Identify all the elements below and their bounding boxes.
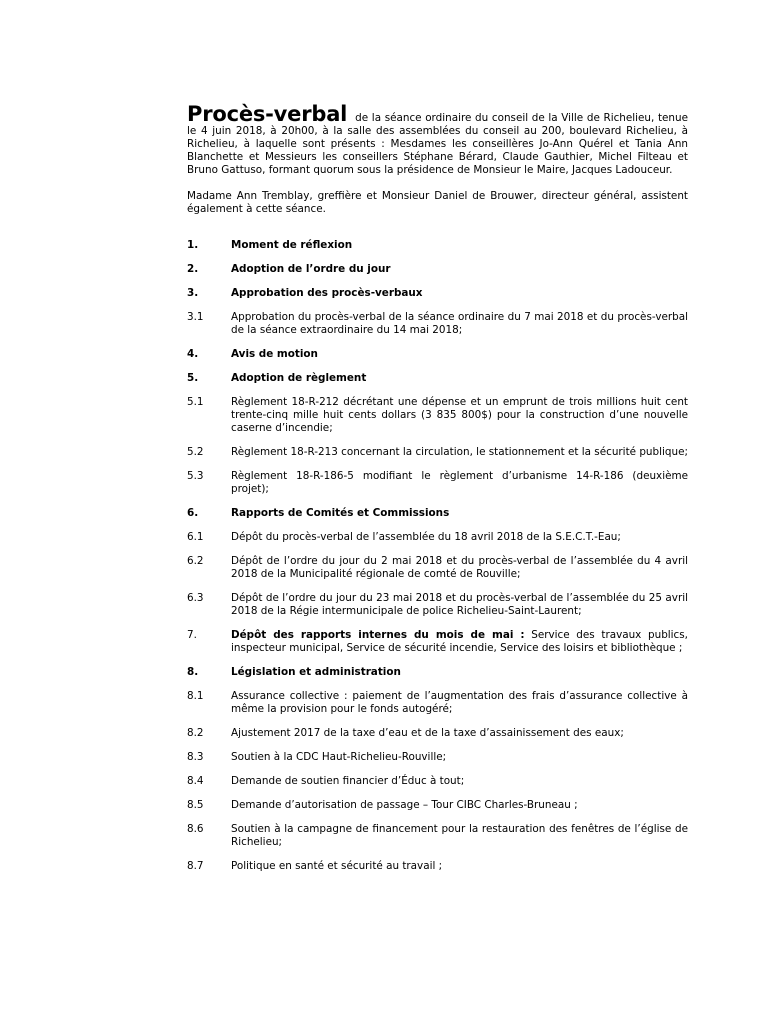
agenda-item (187, 507, 688, 520)
agenda-item (187, 263, 688, 276)
agenda-item-number: 2. (187, 263, 199, 275)
agenda-item-text: Dépôt de l’ordre du jour du 23 mai 2018 et du procès-verbal de l’assemblée du 25 avril 2018 de la Régie intermunicipale de police Richelieu-Saint-Laurent; (231, 592, 688, 617)
agenda-item (187, 727, 688, 740)
agenda-item (187, 799, 688, 812)
agenda-item-number: 4. (187, 348, 199, 360)
agenda-item-text: Dépôt de l’ordre du jour du 2 mai 2018 et du procès-verbal de l’assemblée du 4 avril 2018 de la Municipalité régionale de comté de Rouville; (231, 555, 688, 580)
agenda-item-text: Règlement 18-R-212 décrétant une dépense et un emprunt de trois millions huit cent trente-cinq mille huit cents dollars (3 835 800$) pour la construction d’une nouvelle caserne d’incendie; (231, 396, 688, 434)
agenda-item-text: Approbation du procès-verbal de la séance ordinaire du 7 mai 2018 et du procès-verbal de la séance extraordinaire du 14 mai 2018; (231, 311, 688, 336)
agenda-item-number: 8.1 (187, 690, 204, 702)
agenda-item (187, 823, 688, 849)
agenda-item-text: Ajustement 2017 de la taxe d’eau et de la taxe d’assainissement des eaux; (231, 727, 624, 739)
agenda-item (187, 592, 688, 618)
agenda-item (187, 396, 688, 435)
agenda-item-number: 8.4 (187, 775, 204, 787)
agenda-item-number: 8.7 (187, 860, 204, 872)
agenda-item-text: Dépôt du procès-verbal de l’assemblée du 18 avril 2018 de la S.E.C.T.-Eau; (231, 531, 621, 543)
agenda-item (187, 629, 688, 655)
agenda-item-number: 3. (187, 287, 199, 299)
agenda-item-text: Moment de réflexion (231, 239, 353, 251)
agenda-item-number: 3.1 (187, 311, 204, 323)
agenda-item-number: 8. (187, 666, 199, 678)
agenda-item-number: 7. (187, 629, 197, 641)
document-body (187, 103, 688, 884)
agenda-item-text: Approbation des procès-verbaux (231, 287, 423, 299)
document-title: Procès-verbal (187, 102, 348, 126)
agenda-item-number: 6.3 (187, 592, 204, 604)
agenda-item (187, 775, 688, 788)
agenda-item-text: Soutien à la CDC Haut-Richelieu-Rouville; (231, 751, 447, 763)
agenda-item-number: 6.2 (187, 555, 204, 567)
agenda-item-text: Avis de motion (231, 348, 318, 360)
attendance-paragraph: Madame Ann Tremblay, greffière et Monsieur Daniel de Brouwer, directeur général, assistent également à cette séance. (187, 190, 688, 215)
agenda-item-number: 1. (187, 239, 199, 251)
agenda-item (187, 690, 688, 716)
agenda-item (187, 287, 688, 300)
agenda-item-text: Soutien à la campagne de financement pour la restauration des fenêtres de l’église de Richelieu; (231, 823, 688, 848)
agenda-item-number: 5.3 (187, 470, 204, 482)
agenda-list (187, 239, 688, 873)
agenda-item-text: Assurance collective : paiement de l’augmentation des frais d’assurance collective à même la provision pour le fonds autogéré; (231, 690, 688, 715)
agenda-item-text: Règlement 18-R-186-5 modifiant le règlement d’urbanisme 14-R-186 (deuxième projet); (231, 470, 688, 495)
agenda-item (187, 372, 688, 385)
agenda-item (187, 311, 688, 337)
agenda-item (187, 239, 688, 252)
agenda-item-number: 8.2 (187, 727, 204, 739)
intro-paragraph (187, 103, 688, 177)
agenda-item-number: 8.5 (187, 799, 204, 811)
agenda-item (187, 860, 688, 873)
agenda-item (187, 348, 688, 361)
agenda-item-text: Législation et administration (231, 666, 401, 678)
agenda-item (187, 666, 688, 679)
agenda-item-detail: Service des travaux publics, inspecteur municipal, Service de sécurité incendie, Service des loisirs et bibliothèque ; (231, 629, 688, 654)
agenda-item-number: 5.1 (187, 396, 204, 408)
agenda-item-text (231, 629, 688, 655)
agenda-item-text: Demande d’autorisation de passage – Tour CIBC Charles-Bruneau ; (231, 799, 578, 811)
agenda-item-bold-label: Dépôt des rapports internes du mois de mai : (231, 629, 525, 641)
agenda-item-text: Adoption de règlement (231, 372, 367, 384)
agenda-item-number: 8.6 (187, 823, 204, 835)
agenda-item (187, 446, 688, 459)
agenda-item-text: Rapports de Comités et Commissions (231, 507, 450, 519)
agenda-item (187, 555, 688, 581)
agenda-item-number: 5. (187, 372, 199, 384)
intro-text: de la séance ordinaire du conseil de la Ville de Richelieu, tenue le 4 juin 2018, à 20h00, à la salle des assemblées du conseil au 200, boulevard Richelieu, à Richelieu, à laquelle sont présents : Mesdames les conseillères Jo-Ann Quérel et Tania Ann Blanchette et Messieurs les conseillers Stéphane Bérard, Claude Gauthier, Michel Filteau et Bruno Gattuso, formant quorum sous la présidence de Monsieur le Maire, Jacques Ladouceur. (187, 112, 688, 176)
agenda-item-text: Politique en santé et sécurité au travail ; (231, 860, 443, 872)
agenda-item-number: 6. (187, 507, 199, 519)
agenda-item (187, 531, 688, 544)
agenda-item (187, 470, 688, 496)
agenda-item-number: 5.2 (187, 446, 204, 458)
agenda-item-number: 6.1 (187, 531, 204, 543)
agenda-item-text: Demande de soutien financier d’Éduc à tout; (231, 775, 465, 787)
agenda-item-text: Règlement 18-R-213 concernant la circulation, le stationnement et la sécurité publique; (231, 446, 688, 458)
agenda-item-text: Adoption de l’ordre du jour (231, 263, 391, 275)
agenda-item-number: 8.3 (187, 751, 204, 763)
agenda-item (187, 751, 688, 764)
